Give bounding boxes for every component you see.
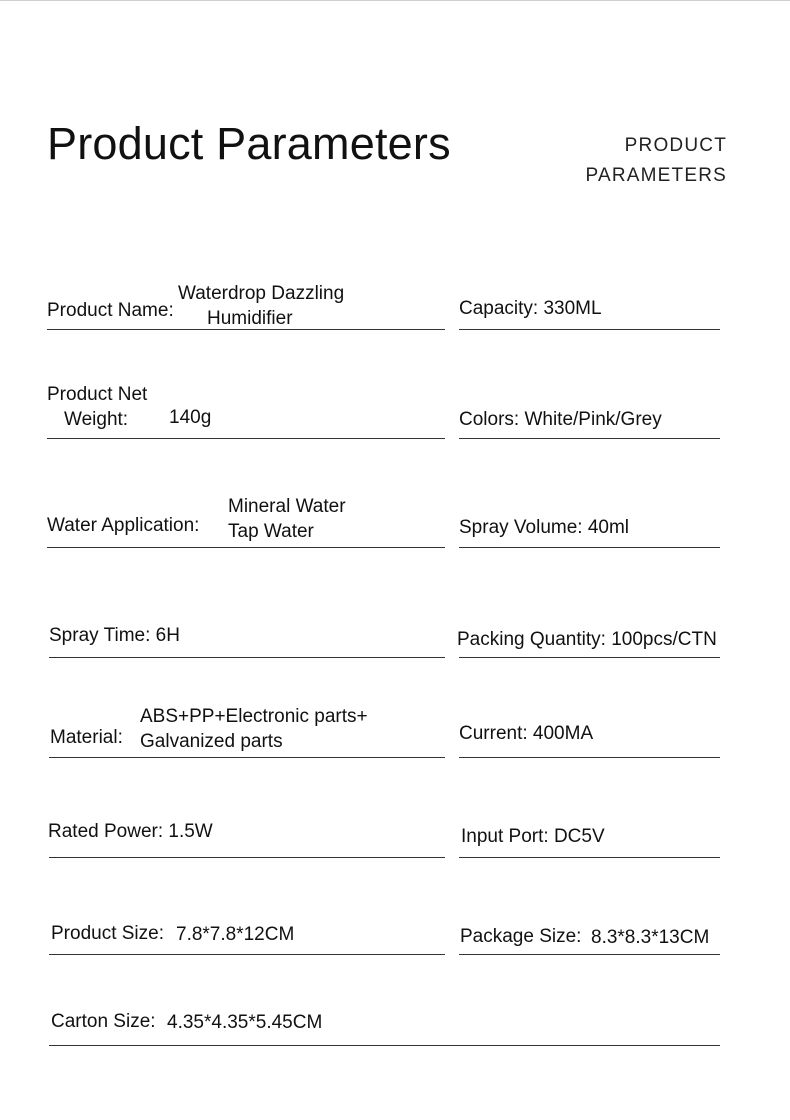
row-divider bbox=[49, 1045, 720, 1046]
carton-size-label: Carton Size: bbox=[51, 1011, 156, 1032]
material-label: Material: bbox=[50, 727, 123, 748]
product-size-value: 7.8*7.8*12CM bbox=[176, 924, 295, 945]
row-divider bbox=[47, 547, 445, 548]
row-divider bbox=[459, 954, 720, 955]
input-port-text: Input Port: DC5V bbox=[461, 826, 605, 847]
material-value-line-2: Galvanized parts bbox=[140, 731, 283, 752]
carton-size-value: 4.35*4.35*5.45CM bbox=[167, 1012, 323, 1033]
packing-quantity-text: Packing Quantity: 100pcs/CTN bbox=[457, 629, 717, 650]
row-divider bbox=[459, 757, 720, 758]
row-divider bbox=[459, 547, 720, 548]
net-weight-label-line-1: Product Net bbox=[47, 384, 148, 405]
row-divider bbox=[49, 757, 445, 758]
row-divider bbox=[459, 438, 720, 439]
spray-volume-text: Spray Volume: 40ml bbox=[459, 517, 630, 538]
rated-power-text: Rated Power: 1.5W bbox=[48, 821, 213, 842]
capacity-text: Capacity: 330ML bbox=[459, 298, 602, 319]
water-application-label: Water Application: bbox=[47, 515, 200, 536]
subtitle-line-1: PRODUCT bbox=[624, 135, 727, 156]
spray-time-text: Spray Time: 6H bbox=[49, 625, 180, 646]
subtitle-line-2: PARAMETERS bbox=[585, 165, 727, 186]
row-divider bbox=[459, 329, 720, 330]
material-value-line-1: ABS+PP+Electronic parts+ bbox=[140, 706, 368, 727]
row-divider bbox=[47, 438, 445, 439]
product-name-value-line-1: Waterdrop Dazzling bbox=[178, 283, 345, 304]
package-size-label: Package Size: bbox=[460, 926, 582, 947]
product-size-label: Product Size: bbox=[51, 923, 164, 944]
net-weight-label-line-2: Weight: bbox=[64, 409, 129, 430]
row-divider bbox=[47, 329, 445, 330]
product-name-label: Product Name: bbox=[47, 300, 174, 321]
colors-text: Colors: White/Pink/Grey bbox=[459, 409, 662, 430]
product-name-value-line-2: Humidifier bbox=[207, 308, 293, 329]
row-divider bbox=[49, 657, 445, 658]
water-application-value-line-1: Mineral Water bbox=[228, 496, 346, 517]
water-application-value-line-2: Tap Water bbox=[228, 521, 314, 542]
row-divider bbox=[49, 954, 445, 955]
current-text: Current: 400MA bbox=[459, 723, 594, 744]
row-divider bbox=[459, 657, 720, 658]
row-divider bbox=[49, 857, 445, 858]
page-subtitle bbox=[585, 131, 727, 191]
row-divider bbox=[459, 857, 720, 858]
net-weight-value: 140g bbox=[169, 407, 212, 428]
package-size-value: 8.3*8.3*13CM bbox=[591, 927, 710, 948]
top-divider bbox=[0, 0, 790, 1]
page-title: Product Parameters bbox=[47, 118, 451, 169]
